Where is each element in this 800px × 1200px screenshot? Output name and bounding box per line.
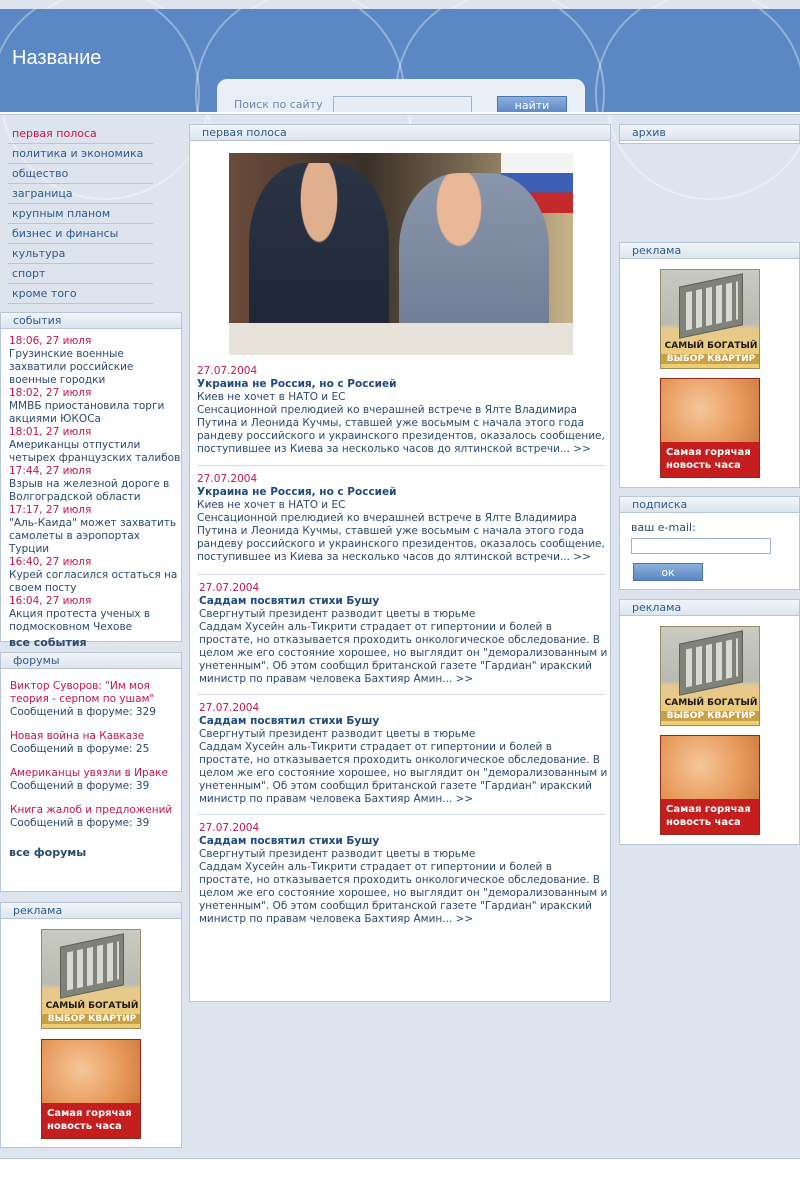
events-heading: события [1,313,181,329]
event-time: 16:40, 27 июля [9,556,92,568]
event-text[interactable]: Акция протеста ученых в подмосковном Чехове [9,608,151,633]
lead-photo[interactable] [229,153,573,355]
article-body[interactable]: Саддам Хусейн аль-Тикрити страдает от гипертонии и болей в простате, но отказывается проходить онкологическое обследование. В целом же его состояние хорошее, но выглядит он "деморализованным и унетенным". Об этом сообщил британской газете "Гардиан" иракский министр по правам человека Бахтияр Амин... >> [199,861,608,925]
article-divider [197,574,605,575]
article-divider [197,465,605,466]
event-time: 18:06, 27 июля [9,335,92,347]
forum-item[interactable] [1,767,181,793]
all-forums-link[interactable]: все форумы [9,846,87,859]
article-title[interactable]: Саддам посвятил стихи Бушу [199,715,380,727]
nav-item-abroad[interactable]: заграница [8,184,153,204]
article-item [199,822,609,926]
event-time: 18:01, 27 июля [9,426,92,438]
ad-banner-hot-news[interactable] [660,735,760,835]
event-time: 18:02, 27 июля [9,387,92,399]
nav-item-closeup[interactable]: крупным планом [8,204,153,224]
event-item[interactable] [1,465,181,504]
email-field[interactable] [631,538,771,554]
forum-count: Сообщений в форуме: 39 [10,817,150,829]
ad-text: САМЫЙ БОГАТЫЙ [664,341,758,351]
article-item [199,702,609,806]
article-item [197,473,607,564]
subscribe-ok-button[interactable]: ок [633,563,703,581]
search-input[interactable] [333,96,472,112]
search-label: Поиск по сайту [234,98,323,111]
ad-banner-hot-news[interactable] [41,1039,141,1139]
building-image [679,630,743,696]
event-item[interactable] [1,426,181,465]
event-item[interactable] [1,504,181,556]
article-subtitle: Киев не хочет в НАТО и ЕС [197,391,346,403]
ads-panel-right-top [619,242,800,488]
article-body[interactable]: Саддам Хусейн аль-Тикрити страдает от гипертонии и болей в простате, но отказывается проходить онкологическое обследование. В целом же его состояние хорошее, но выглядит он "деморализованным и унетенным". Об этом сообщил британской газете "Гардиан" иракский министр по правам человека Бахтияр Амин... >> [199,621,608,685]
event-item[interactable] [1,387,181,426]
ad-text: ВЫБОР КВАРТИР [661,354,760,364]
nav-item-sport[interactable]: спорт [8,264,153,284]
article-subtitle: Свергнутый президент разводит цветы в тюрьме [199,848,476,860]
event-text[interactable]: Грузинские военные захватили российские военные городки [9,348,134,386]
archive-heading[interactable]: архив [620,125,799,141]
ads-panel-left [0,902,182,1148]
ad-text: ВЫБОР КВАРТИР [42,1014,141,1024]
forum-item[interactable] [1,680,181,719]
nav-item-culture[interactable]: культура [8,244,153,264]
article-subtitle: Киев не хочет в НАТО и ЕС [197,499,346,511]
event-text[interactable]: Курей согласился остаться на своем посту [9,569,178,594]
article-title[interactable]: Саддам посвятил стихи Бушу [199,835,380,847]
site-title[interactable]: Название [12,47,102,69]
ad-text: ВЫБОР КВАРТИР [661,711,760,721]
watermark-circle [595,9,800,112]
front-page-panel [189,124,611,1002]
article-date: 27.07.2004 [197,473,258,485]
article-body[interactable]: Сенсационной прелюдией ко вчерашней встрече в Ялте Владимира Путина и Леонида Кучмы, ставшей уже восьмым с начала этого года рандеву российского и украинского президентов, оказалось сообщение, поступившее из Киева за несколько часов до ялтинской встречи... >> [197,512,605,563]
article-divider [197,814,605,815]
forum-count: Сообщений в форуме: 329 [10,706,156,718]
ad-text: Самая горячая новость часа [47,1108,132,1132]
article-subtitle: Свергнутый президент разводит цветы в тюрьме [199,728,476,740]
ad-text: Самая горячая новость часа [666,804,751,828]
event-time: 16:04, 27 июля [9,595,92,607]
forum-title[interactable]: Американцы увязли в Ираке [10,767,168,779]
forums-heading: форумы [1,653,181,669]
event-item[interactable] [1,595,181,634]
forum-item[interactable] [1,804,181,830]
event-time: 17:44, 27 июля [9,465,92,477]
article-date: 27.07.2004 [197,365,258,377]
ad-banner-apartments[interactable] [41,929,141,1029]
subscribe-heading: подписка [620,497,799,513]
events-panel [0,312,182,649]
search-panel [217,79,585,112]
site-header [0,9,800,112]
forum-item[interactable] [1,730,181,756]
article-divider [197,694,605,695]
event-item[interactable] [1,335,181,387]
nav-item-business[interactable]: бизнес и финансы [8,224,153,244]
event-text[interactable]: Взрыв на железной дороге в Волгоградской области [9,478,170,503]
front-page-heading: первая полоса [190,125,610,141]
ad-banner-hot-news[interactable] [660,378,760,478]
archive-panel [619,124,800,144]
building-image [60,933,124,999]
table-image [229,323,573,355]
ads-heading: реклама [620,600,799,616]
nav-item-misc[interactable]: кроме того [8,284,153,304]
forum-title[interactable]: Книга жалоб и предложений [10,804,173,816]
main-nav [8,124,153,304]
article-body[interactable]: Сенсационной прелюдией ко вчерашней встрече в Ялте Владимира Путина и Леонида Кучмы, ставшей уже восьмым с начала этого года рандеву российского и украинского президентов, оказалось сообщение, поступившее из Киева за несколько часов до ялтинской встречи... >> [197,404,605,455]
ad-text: САМЫЙ БОГАТЫЙ [664,698,758,708]
event-item[interactable] [1,556,181,595]
event-time: 17:17, 27 июля [9,504,92,516]
event-text[interactable]: Американцы отпустили четырех французских талибов [9,439,181,464]
ads-panel-right-bottom [619,599,800,845]
article-item [197,365,607,456]
article-date: 27.07.2004 [199,702,260,714]
email-label: ваш e-mail: [631,521,696,534]
ad-banner-apartments[interactable] [660,626,760,726]
ad-text: Самая горячая новость часа [666,447,751,471]
header-divider [0,112,800,115]
building-image [679,273,743,339]
article-body[interactable]: Саддам Хусейн аль-Тикрити страдает от гипертонии и болей в простате, но отказывается проходить онкологическое обследование. В целом же его состояние хорошее, но выглядит он "деморализованным и унетенным". Об этом сообщил британской газете "Гардиан" иракский министр по правам человека Бахтияр Амин... >> [199,741,608,805]
ads-heading: реклама [1,903,181,919]
article-title[interactable]: Украина не Россия, но с Россией [197,486,397,498]
forums-panel [0,652,182,892]
forum-count: Сообщений в форуме: 39 [10,780,150,792]
event-text[interactable]: "Аль-Каида" может захватить самолеты в аэропортах Турции [9,517,177,555]
article-subtitle: Свергнутый президент разводит цветы в тюрьме [199,608,476,620]
search-button[interactable]: найти [497,96,567,112]
subscribe-panel [619,496,800,590]
article-title[interactable]: Саддам посвятил стихи Бушу [199,595,380,607]
ads-heading: реклама [620,243,799,259]
forum-title[interactable]: Новая война на Кавказе [10,730,145,742]
article-date: 27.07.2004 [199,822,260,834]
ad-text: САМЫЙ БОГАТЫЙ [45,1001,139,1011]
event-text[interactable]: ММВБ приостановила торги акциями ЮКОСа [9,400,165,425]
all-events-link[interactable]: все события [9,636,87,649]
nav-item-front-page[interactable]: первая полоса [8,124,153,144]
forum-title[interactable]: Виктор Суворов: "Им моя теория - серпом по ушам" [10,680,155,705]
article-item [199,582,609,686]
article-title[interactable]: Украина не Россия, но с Россией [197,378,397,390]
forum-count: Сообщений в форуме: 25 [10,743,150,755]
article-date: 27.07.2004 [199,582,260,594]
nav-item-society[interactable]: общество [8,164,153,184]
footer [0,1159,800,1200]
nav-item-politics[interactable]: политика и экономика [8,144,153,164]
ad-banner-apartments[interactable] [660,269,760,369]
